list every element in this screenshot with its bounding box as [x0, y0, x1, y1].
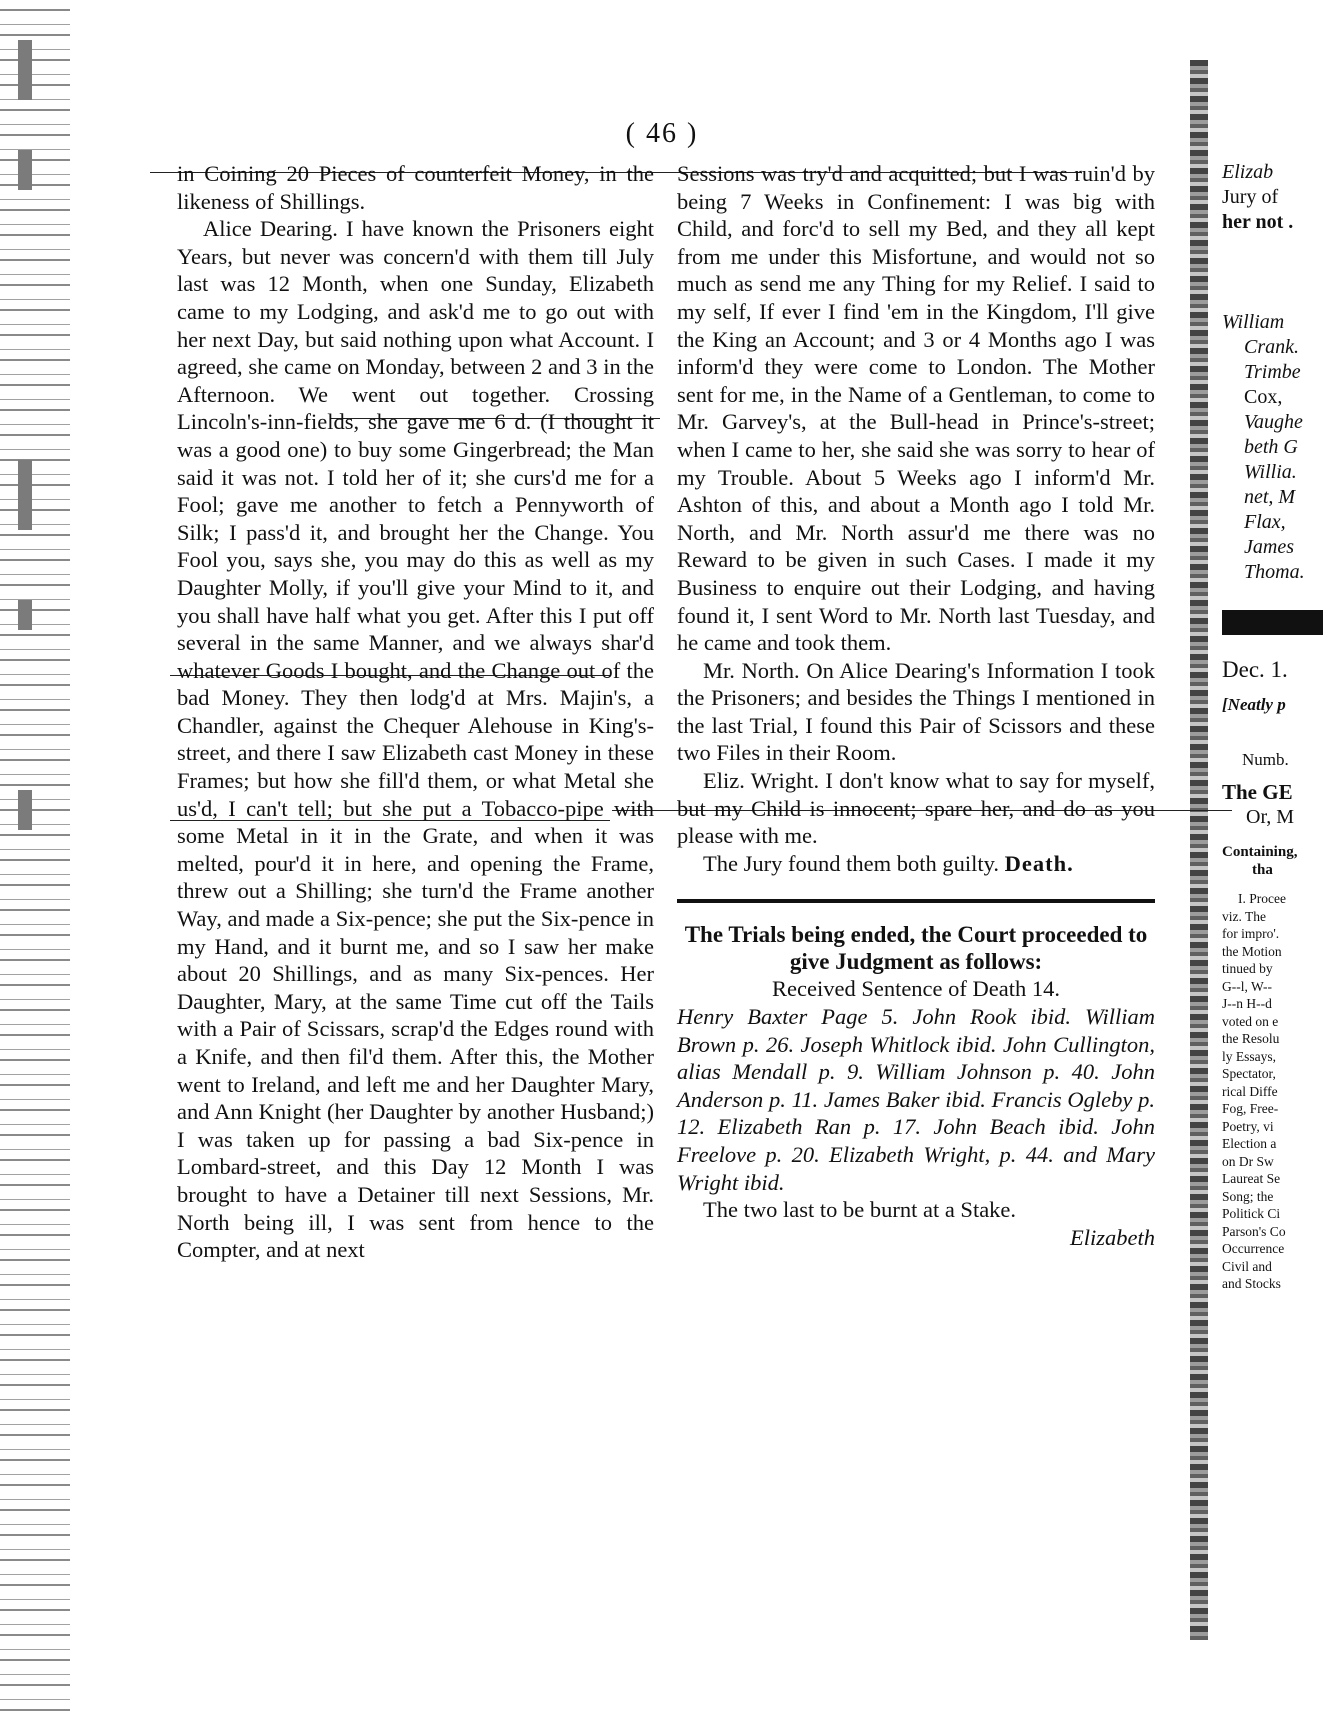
edge-small-line: tinued by	[1222, 961, 1273, 976]
right-column	[677, 160, 1155, 1251]
page-number: ( 46 )	[625, 118, 699, 149]
edge-small-line: Parson's Co	[1222, 1223, 1286, 1239]
edge-name: Vaughe	[1244, 411, 1303, 433]
edge-small-line: Spectator,	[1222, 1066, 1276, 1081]
verdict-line	[677, 850, 1155, 878]
edge-the-ge: The GE	[1222, 780, 1293, 804]
edge-name: William	[1222, 311, 1285, 333]
edge-small-line: voted on e	[1222, 1013, 1279, 1029]
edge-name: James	[1244, 536, 1294, 558]
verdict-text: The Jury found them both guilty.	[703, 850, 1000, 876]
catchword: Elizabeth	[1070, 1224, 1155, 1250]
edge-rule	[1222, 610, 1323, 635]
edge-small-line: rical Diffe	[1222, 1083, 1278, 1099]
edge-name: Thoma.	[1244, 561, 1305, 583]
edge-or: Or, M	[1246, 806, 1295, 828]
judgment-heading: The Trials being ended, the Court proceeded to give Judgment as follows:	[684, 922, 1148, 975]
right-paragraph-2: Mr. North. On Alice Dearing's Information I took the Prisoners; and besides the Things I mentioned in the last Trial, I found this Pair of Scissors and these two Files in their Room.	[677, 657, 1155, 766]
edge-name: beth G	[1244, 436, 1298, 458]
sentence-list: Henry Baxter Page 5. John Rook ibid. William Brown p. 26. Joseph Whitlock ibid. John Cullington, alias Mendall p. 9. William Johnson p. 40. John Anderson p. 11. James Baker ibid. Francis Ogleby p. 12. Elizabeth Ran p. 17. John Beach ibid. John Freelove p. 20. Elizabeth Wright, p. 44. and Mary Wright ibid.	[677, 1004, 1155, 1195]
edge-small-line: G--l, W--	[1222, 978, 1272, 994]
left-paragraph-2: Alice Dearing. I have known the Prisoners eight Years, but never was concern'd with them till July last was 12 Month, when one Sunday, Elizabeth came to my Lodging, and ask'd me to go out with her next Day, but said nothing upon what Account. I agreed, she came on Monday, between 2 and 3 in the Afternoon. We went out together. Crossing Lincoln's-inn-fields, she gave me 6 d. (I thought it was a good one) to buy some Gingerbread; the Man said it was not. I told her of it; she curs'd me for a Fool; gave me another to fetch a Pennyworth of Silk; I pass'd it, and brought her the Change. You Fool you, says she, you may do this as well as my Daughter Molly, if you'll give your Mind to it, and you shall have half what you get. After this I put off several in the same Manner, and we always shar'd whatever Goods I bought, and the Change out of the bad Money. They then lodg'd at Mrs. Majin's, a Chandler, against the Chequer Alehouse in King's-street, and there I saw Elizabeth cast Money in these Frames; but how she fill'd them, or what Metal she us'd, I can't tell; but she put a Tobacco-pipe with some Metal in it in the Grate, and when it was melted, pour'd it in here, and opening the Frame, threw out a Shilling; she turn'd the Frame another Way, and made a Six-pence; she put the Six-pence in my Hand, and it burnt me, and so I saw her make about 20 Shillings, and as many Six-pences. Her Daughter, Mary, at the same Time cut off the Tails with a Pair of Scissars, scrap'd the Edges round with a Knife, and then fil'd them. After this, the Mother went to Ireland, and left me and her Daughter Mary, and Ann Knight (her Daughter by another Husband;) I was taken up for passing a bad Six-pence in Lombard-street, and this Day 12 Month I was brought to have a Detainer till next Sessions, Mr. North being ill, I was sent from hence to the Compter, and at next	[177, 216, 654, 1263]
edge-name: net, M	[1244, 486, 1296, 508]
edge-small-line: Civil and	[1222, 1258, 1272, 1274]
edge-small-line: Politick Ci	[1222, 1206, 1281, 1221]
left-paragraph-1: in Coining 20 Pieces of counterfeit Money, in the likeness of Shillings.	[177, 161, 654, 214]
edge-line: Elizab	[1222, 161, 1274, 183]
sentence-heading: Received Sentence of Death 14.	[771, 976, 1060, 1002]
edge-small-text	[1222, 890, 1323, 1291]
edge-small-line: for impro'.	[1222, 926, 1280, 941]
edge-name: Flax,	[1244, 511, 1286, 533]
edge-small-line: the Resolu	[1222, 1031, 1280, 1046]
next-page-edge	[1222, 160, 1323, 1291]
edge-containing: Containing,	[1222, 844, 1298, 860]
edge-line: her not .	[1222, 211, 1294, 233]
edge-name: Trimbe	[1244, 361, 1301, 383]
verdict-word: Death.	[1004, 850, 1074, 876]
binding-shadow	[1190, 60, 1208, 1640]
edge-small-line: and Stocks	[1222, 1276, 1281, 1291]
edge-small-line: J--n H--d	[1222, 996, 1272, 1011]
left-column	[177, 160, 654, 1264]
edge-small-line: Occurrence	[1222, 1241, 1285, 1256]
edge-dec: Dec. 1.	[1222, 657, 1288, 682]
edge-small-line: ly Essays,	[1222, 1048, 1276, 1064]
edge-small-line: Poetry, vi	[1222, 1118, 1274, 1134]
edge-small-line: Election a	[1222, 1136, 1277, 1151]
edge-small-line: Song; the	[1222, 1188, 1274, 1204]
edge-small-line: I. Procee	[1238, 891, 1286, 906]
edge-name: Crank.	[1244, 336, 1299, 358]
edge-small-line: on Dr Sw	[1222, 1153, 1274, 1169]
section-rule	[677, 899, 1155, 903]
edge-containing: tha	[1252, 862, 1273, 878]
left-gutter-scan-noise	[0, 0, 70, 1719]
edge-name: Willia.	[1244, 461, 1297, 483]
edge-name: Cox,	[1244, 386, 1283, 408]
edge-small-line: Fog, Free-	[1222, 1101, 1279, 1116]
edge-neatly: [Neatly p	[1222, 695, 1286, 714]
right-paragraph-3: Eliz. Wright. I don't know what to say for myself, but my Child is innocent; spare her, and do as you please with me.	[677, 768, 1155, 849]
edge-line: Jury of	[1222, 186, 1279, 208]
edge-small-line: the Motion	[1222, 943, 1282, 959]
edge-small-line: viz. The	[1222, 908, 1266, 924]
edge-numb: Numb.	[1242, 750, 1289, 769]
edge-small-line: Laureat Se	[1222, 1171, 1281, 1186]
sentence-note: The two last to be burnt at a Stake.	[703, 1197, 1017, 1223]
right-paragraph-1: Sessions was try'd and acquitted; but I was ruin'd by being 7 Weeks in Confinement: I was big with Child, and forc'd to sell my Bed, and they all kept from me under this Misfortune, and would not so much as send me any Thing for my Relief. I said to my self, If ever I find 'em in the Kingdom, I'll give the King an Account; and 3 or 4 Months ago I was inform'd they were come to London. The Mother sent for me, in the Name of a Gentleman, to come to Mr. Garvey's, at the Bull-head in Prince's-street; when I came to her, she said she was sorry to hear of my Trouble. About 5 Weeks ago I inform'd Mr. Ashton of this, and about a Month ago I told Mr. North, and Mr. North assur'd me there was no Reward to be given in such Cases. I made it my Business to enquire out their Lodging, and having found it, I sent Word to Mr. North last Tuesday, and he came and took them.	[677, 161, 1155, 656]
